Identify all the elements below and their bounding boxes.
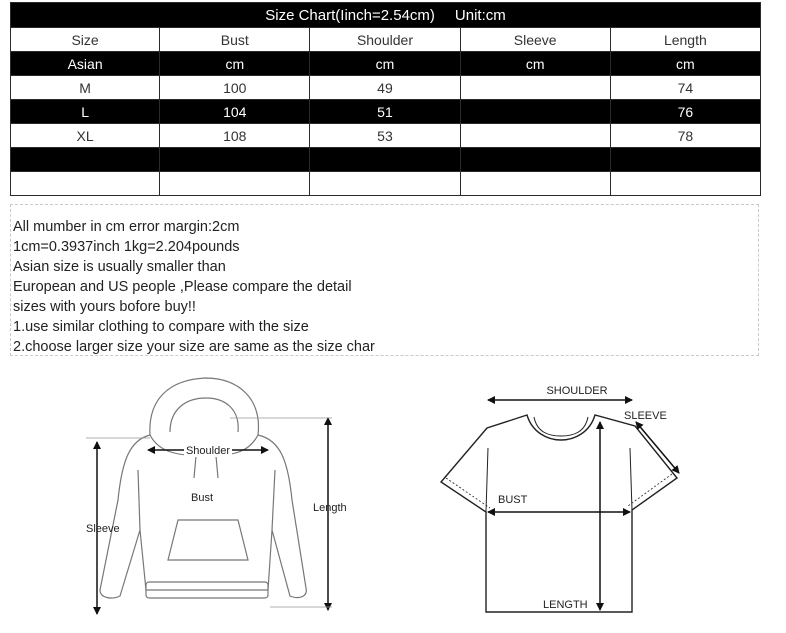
hoodie-illustration (100, 378, 306, 598)
table-cell (160, 148, 310, 172)
column-header-bust: Bust (160, 28, 310, 52)
empty-row (11, 172, 761, 196)
unit-cell: cm (160, 52, 310, 76)
table-cell: M (11, 76, 160, 100)
table-cell: XL (11, 124, 160, 148)
column-header-shoulder: Shoulder (310, 28, 460, 52)
note-line: European and US people ,Please compare the detail (13, 279, 352, 295)
size-row-l (11, 100, 761, 124)
empty-row (11, 148, 761, 172)
note-line: 2.choose larger size your size are same as the size char (13, 339, 375, 355)
size-chart-title-cell (11, 3, 761, 28)
size-row-xl (11, 124, 761, 148)
hoodie-sleeve-label: Sleeve (86, 523, 120, 535)
unit-cell: cm (310, 52, 460, 76)
note-line: Asian size is usually smaller than (13, 259, 226, 275)
note-line: 1.use similar clothing to compare with the size (13, 319, 309, 335)
table-cell (310, 148, 460, 172)
size-chart-title: Size Chart(Iinch=2.54cm) (265, 6, 435, 24)
table-cell (460, 148, 610, 172)
tshirt-bust-label: BUST (498, 494, 528, 506)
tshirt-length-label: LENGTH (543, 599, 588, 611)
table-cell (460, 124, 610, 148)
note-line: 1cm=0.3937inch 1kg=2.204pounds (13, 239, 240, 255)
note-line: All mumber in cm error margin:2cm (13, 219, 240, 235)
unit-cell: cm (610, 52, 760, 76)
column-header-length: Length (610, 28, 760, 52)
table-cell: 53 (310, 124, 460, 148)
table-cell: 49 (310, 76, 460, 100)
size-chart-title-row (11, 3, 761, 28)
table-cell (310, 172, 460, 196)
size-chart-unit: Unit:cm (454, 6, 506, 24)
unit-cell: cm (460, 52, 610, 76)
tshirt-sleeve-arrow (636, 422, 679, 473)
hoodie-shoulder-label: Shoulder (185, 445, 231, 457)
table-cell: 100 (160, 76, 310, 100)
size-chart-table (10, 2, 761, 196)
table-cell (460, 100, 610, 124)
table-cell: 76 (610, 100, 760, 124)
hoodie-bust-label: Bust (191, 492, 214, 504)
table-cell (610, 148, 760, 172)
tshirt-shoulder-label: SHOULDER (546, 385, 608, 397)
table-cell (11, 148, 160, 172)
table-cell (460, 172, 610, 196)
table-cell: L (11, 100, 160, 124)
unit-cell: Asian (11, 52, 160, 76)
column-header-size: Size (11, 28, 160, 52)
table-cell (11, 172, 160, 196)
table-cell (460, 76, 610, 100)
tshirt-sleeve-label: SLEEVE (624, 410, 667, 422)
table-cell (610, 172, 760, 196)
column-header-row (11, 28, 761, 52)
column-header-sleeve: Sleeve (460, 28, 610, 52)
tshirt-illustration (441, 415, 677, 612)
table-cell: 74 (610, 76, 760, 100)
table-cell: 51 (310, 100, 460, 124)
hoodie-length-label: Length (313, 502, 347, 514)
measurement-diagrams (0, 360, 786, 632)
size-notes (10, 204, 759, 356)
table-cell (160, 172, 310, 196)
table-cell: 104 (160, 100, 310, 124)
note-line: sizes with yours bofore buy!! (13, 299, 196, 315)
table-cell: 78 (610, 124, 760, 148)
unit-row (11, 52, 761, 76)
size-row-m (11, 76, 761, 100)
table-cell: 108 (160, 124, 310, 148)
